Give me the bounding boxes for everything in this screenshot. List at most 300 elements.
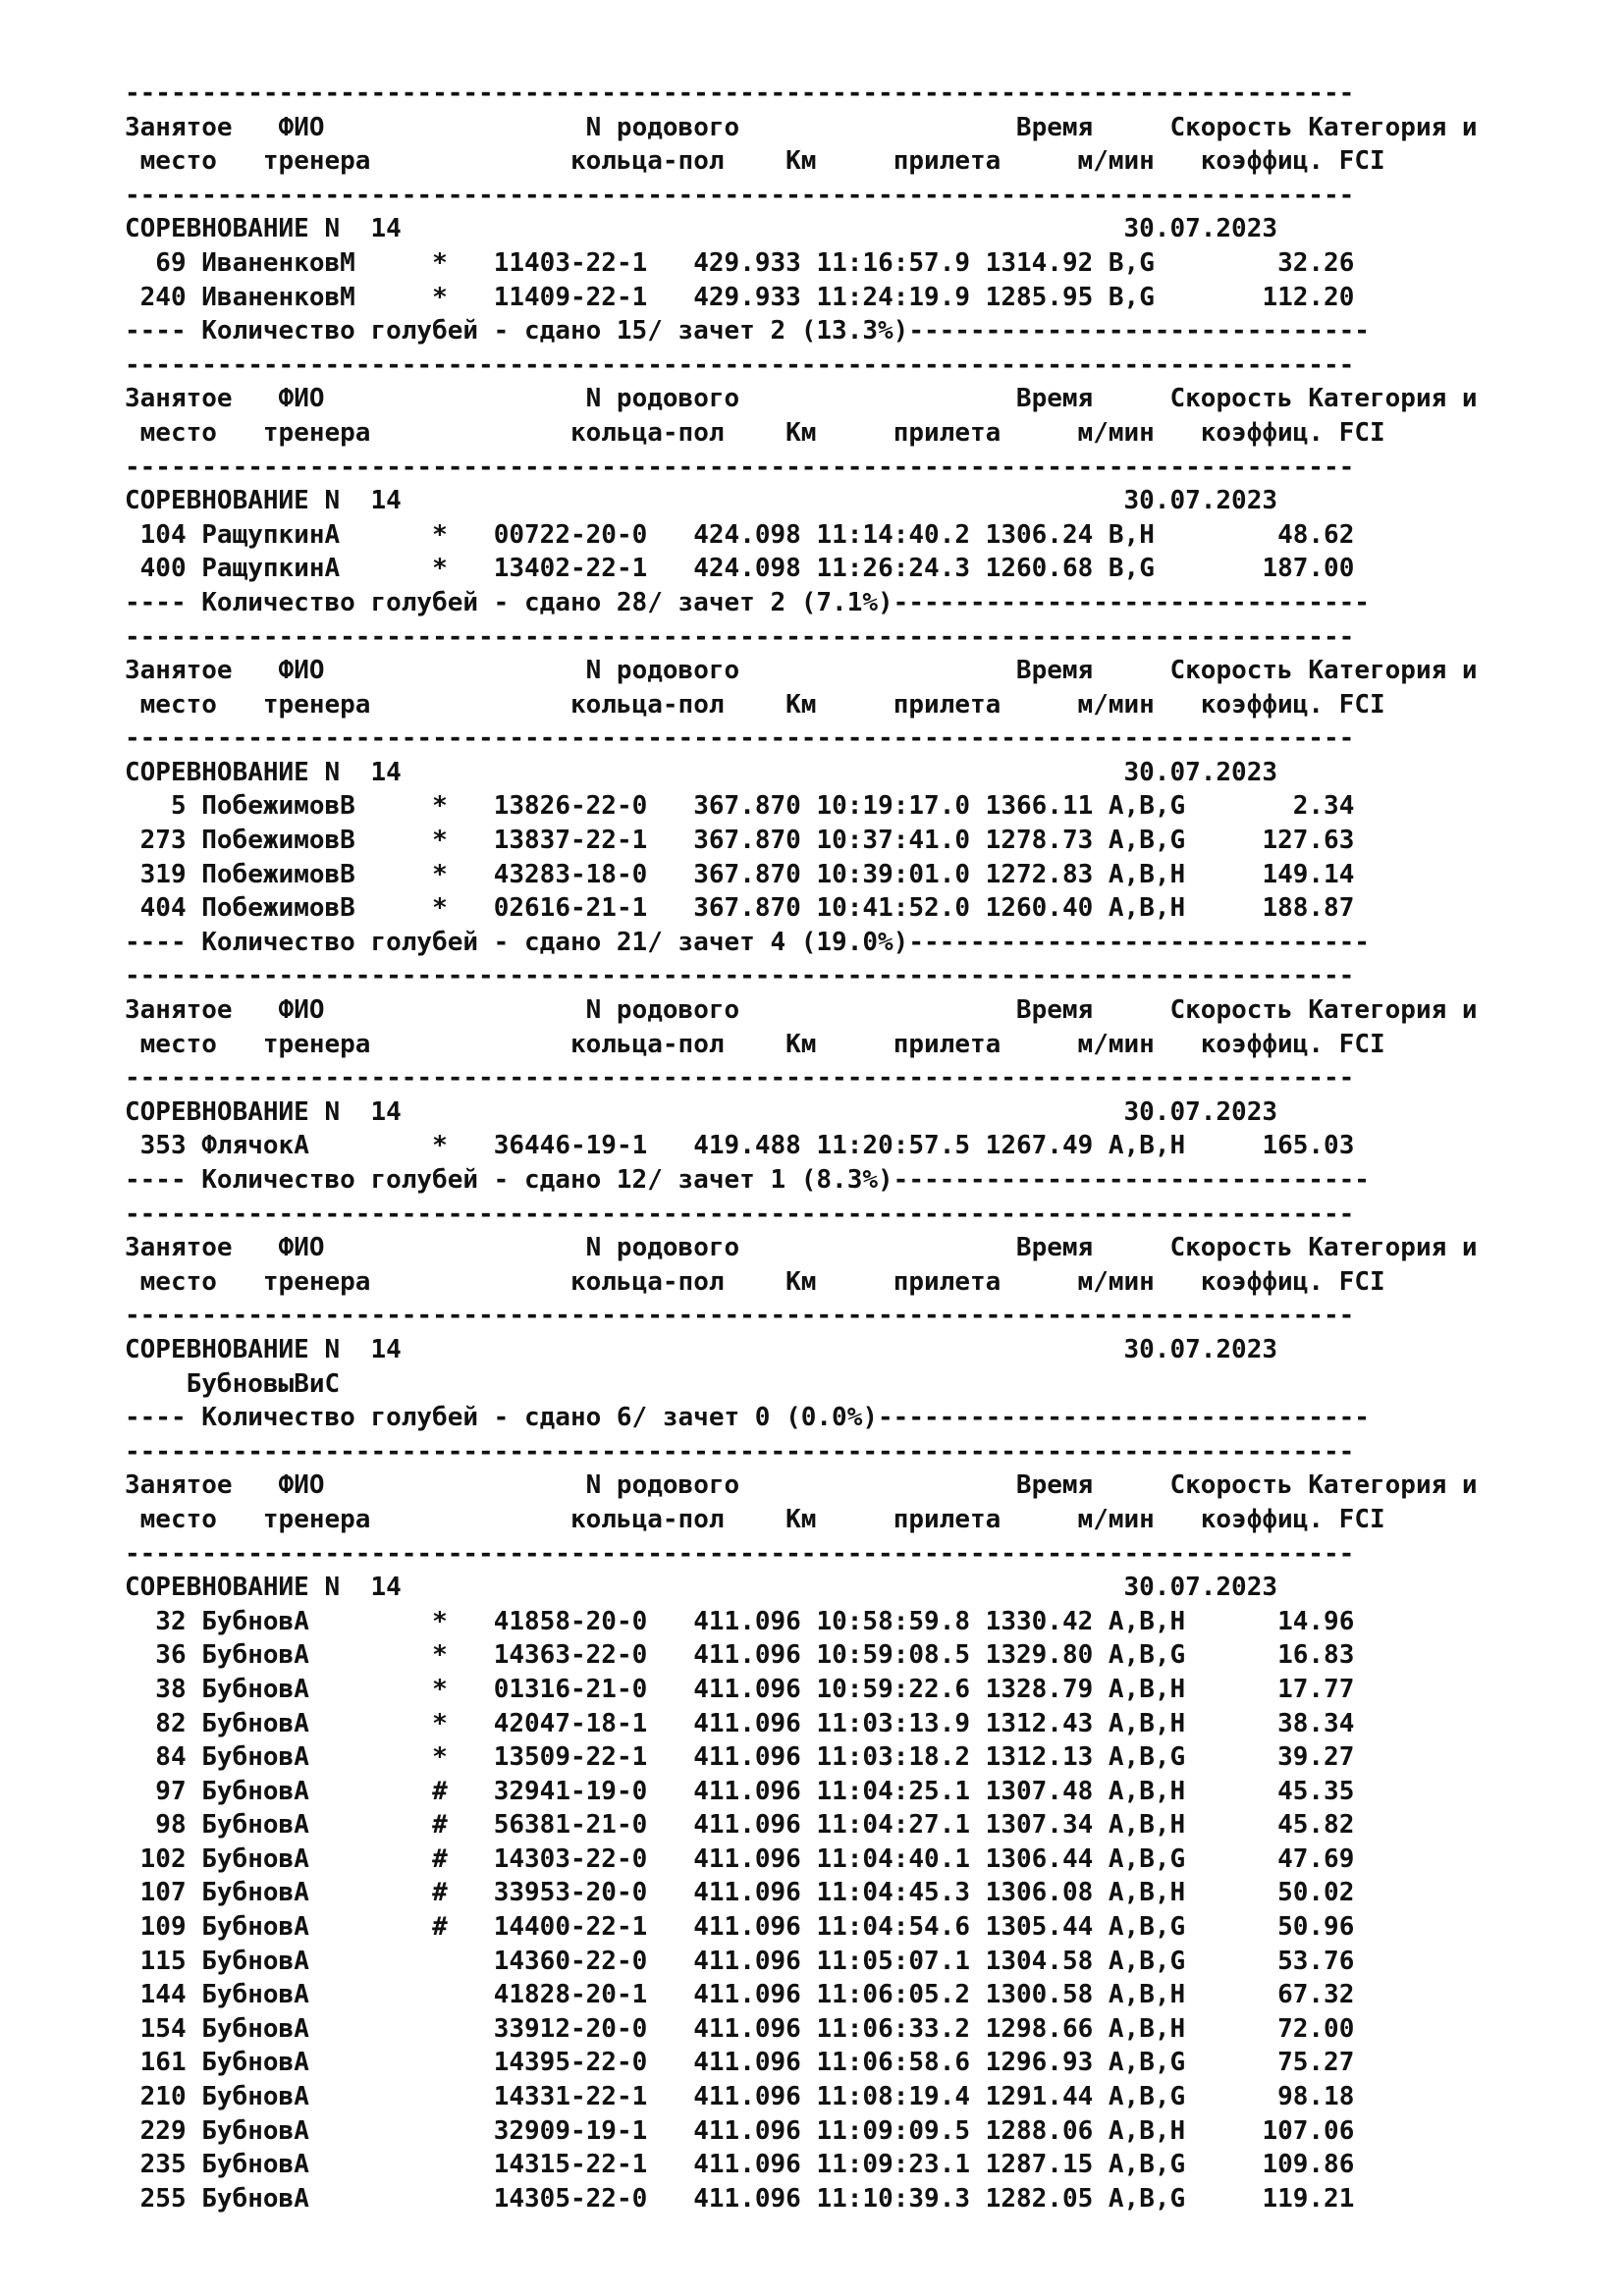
row-category: A,B,H <box>1108 1708 1201 1738</box>
row-coefficient: 14.96 <box>1200 1606 1355 1636</box>
row-arrival-time: 11:24:19.9 <box>816 282 971 312</box>
row-speed: 1305.44 <box>985 1912 1094 1943</box>
row-distance-km: 411.096 <box>693 2048 801 2078</box>
col-category-sublabel: коэффиц. FCI <box>1200 146 1385 177</box>
competition-number: 14 <box>370 1573 1124 1603</box>
col-name-sublabel: тренера <box>262 689 570 720</box>
row-fancier-name: ИваненковМ <box>201 282 417 312</box>
row-speed: 1285.95 <box>985 282 1094 312</box>
row-arrival-time: 11:16:57.9 <box>816 247 971 278</box>
row-ring-number: 14363-22-0 <box>493 1640 648 1671</box>
col-km-label: Км <box>785 1504 893 1534</box>
row-ring-number: 14360-22-0 <box>493 1946 648 1976</box>
row-place: 104 <box>125 519 187 550</box>
col-speed-label: Скорость <box>1169 384 1293 414</box>
row-mark <box>432 2082 448 2111</box>
col-ring-sublabel: кольца-пол <box>569 1266 786 1297</box>
row-distance-km: 429.933 <box>693 282 801 312</box>
col-category-label: Категория и <box>1308 656 1478 686</box>
row-distance-km: 411.096 <box>693 1776 801 1806</box>
column-header-line-1 <box>125 993 1568 1028</box>
row-fancier-name: БубновА <box>201 1980 417 2010</box>
row-speed: 1307.48 <box>985 1776 1094 1806</box>
row-place: 240 <box>125 282 187 312</box>
col-place-sublabel: место <box>139 1504 263 1534</box>
row-distance-km: 411.096 <box>693 2183 801 2214</box>
row-speed: 1278.73 <box>985 826 1094 856</box>
row-arrival-time: 11:04:25.1 <box>816 1776 971 1806</box>
row-coefficient: 67.32 <box>1200 1980 1355 2010</box>
result-row <box>125 858 1568 892</box>
col-speed-sublabel: м/мин <box>1077 1029 1186 1059</box>
col-ring-label: N родового <box>585 1233 893 1263</box>
row-place: 115 <box>125 1946 187 1976</box>
col-place-sublabel: место <box>139 1029 263 1059</box>
row-coefficient: 53.76 <box>1200 1946 1355 1976</box>
row-mark: * <box>432 859 448 889</box>
result-row <box>125 891 1568 926</box>
col-place-sublabel: место <box>139 689 263 720</box>
competition-date: 30.07.2023 <box>1123 214 1278 244</box>
result-row <box>125 2148 1568 2182</box>
row-coefficient: 188.87 <box>1200 893 1355 924</box>
row-place: 161 <box>125 2048 187 2078</box>
col-km-label: Км <box>785 146 893 177</box>
col-ring-label: N родового <box>585 1470 893 1501</box>
column-header-line-1 <box>125 1468 1568 1503</box>
result-row <box>125 1876 1568 1910</box>
row-fancier-name: БубновА <box>201 1946 417 1976</box>
column-header-line-1 <box>125 654 1568 688</box>
row-category: A,B,G <box>1108 1640 1201 1671</box>
col-speed-sublabel: м/мин <box>1077 689 1186 720</box>
column-header-line-2 <box>125 1028 1568 1062</box>
row-fancier-name: ФлячокА <box>201 1131 417 1161</box>
result-row <box>125 1945 1568 1979</box>
competition-label: СОРЕВНОВАНИЕ N <box>125 1573 341 1603</box>
row-mark: * <box>432 519 448 550</box>
row-distance-km: 411.096 <box>693 1878 801 1908</box>
result-row <box>125 1129 1568 1163</box>
separator-line: -------------------------------------------------------------------------------- <box>125 1436 1355 1467</box>
col-speed-label: Скорость <box>1169 1233 1293 1263</box>
col-time-label: Время <box>893 1470 1094 1501</box>
result-row <box>125 2080 1568 2114</box>
col-ring-label: N родового <box>585 112 893 142</box>
row-ring-number: 33953-20-0 <box>493 1878 648 1908</box>
row-category: A,B,G <box>1108 1843 1201 1874</box>
column-header-line-1 <box>125 111 1568 145</box>
col-time-sublabel: прилета <box>893 146 1062 177</box>
separator-line: -------------------------------------------------------------------------------- <box>125 961 1355 991</box>
row-arrival-time: 11:06:58.6 <box>816 2048 971 2078</box>
col-time-sublabel: прилета <box>893 689 1062 720</box>
row-place: 154 <box>125 2013 187 2044</box>
result-row <box>125 1740 1568 1775</box>
separator-line: -------------------------------------------------------------------------------- <box>125 1063 1355 1094</box>
row-distance-km: 411.096 <box>693 1946 801 1976</box>
separator-line: -------------------------------------------------------------------------------- <box>125 79 1355 108</box>
competition-line <box>125 1571 1568 1605</box>
col-ring-sublabel: кольца-пол <box>569 1029 786 1059</box>
row-ring-number: 32941-19-0 <box>493 1776 648 1806</box>
row-category: A,B,H <box>1108 1606 1201 1636</box>
row-speed: 1328.79 <box>985 1674 1094 1704</box>
col-name-label: ФИО <box>278 995 586 1026</box>
row-distance-km: 411.096 <box>693 2150 801 2180</box>
col-time-sublabel: прилета <box>893 417 1062 448</box>
row-fancier-name: ПобежимовВ <box>201 791 417 822</box>
separator-line: -------------------------------------------------------------------------------- <box>125 1538 1355 1569</box>
row-arrival-time: 11:05:07.1 <box>816 1946 971 1976</box>
row-speed: 1282.05 <box>985 2183 1094 2214</box>
row-category: B,G <box>1108 554 1201 584</box>
separator-line: -------------------------------------------------------------------------------- <box>125 1199 1355 1229</box>
col-place-label: Занятое <box>125 1470 248 1501</box>
col-speed-sublabel: м/мин <box>1077 146 1186 177</box>
row-fancier-name: БубновА <box>201 1843 417 1874</box>
result-row <box>125 1910 1568 1945</box>
col-time-label: Время <box>893 112 1094 142</box>
row-speed: 1260.68 <box>985 554 1094 584</box>
row-ring-number: 14331-22-1 <box>493 2082 648 2112</box>
competition-label: СОРЕВНОВАНИЕ N <box>125 757 341 787</box>
row-arrival-time: 11:04:45.3 <box>816 1878 971 1908</box>
row-ring-number: 43283-18-0 <box>493 859 648 889</box>
row-fancier-name: БубновА <box>201 1878 417 1908</box>
row-ring-number: 02616-21-1 <box>493 893 648 924</box>
row-speed: 1272.83 <box>985 859 1094 889</box>
row-fancier-name: БубновА <box>201 2115 417 2146</box>
report-page <box>125 77 1568 2216</box>
summary-text: ---- Количество голубей - сдано 28/ зачет 2 (7.1%)------------------------------- <box>125 587 1370 617</box>
row-mark: # <box>432 1843 448 1874</box>
row-ring-number: 56381-21-0 <box>493 1810 648 1841</box>
row-ring-number: 14400-22-1 <box>493 1912 648 1943</box>
row-distance-km: 411.096 <box>693 2082 801 2112</box>
competition-date: 30.07.2023 <box>1123 1334 1278 1364</box>
row-arrival-time: 11:04:40.1 <box>816 1843 971 1874</box>
col-time-label: Время <box>893 656 1094 686</box>
col-time-label: Время <box>893 384 1094 414</box>
row-place: 353 <box>125 1131 187 1161</box>
row-fancier-name: ПобежимовВ <box>201 826 417 856</box>
row-category: A,B,H <box>1108 2013 1201 2044</box>
column-header-line-2 <box>125 1265 1568 1300</box>
col-place-label: Занятое <box>125 656 248 686</box>
row-fancier-name: БубновА <box>201 2082 417 2112</box>
row-mark <box>432 2150 448 2179</box>
row-ring-number: 13826-22-0 <box>493 791 648 822</box>
row-place: 32 <box>125 1606 187 1636</box>
result-row <box>125 1673 1568 1707</box>
row-ring-number: 13402-22-1 <box>493 554 648 584</box>
row-arrival-time: 11:26:24.3 <box>816 554 971 584</box>
row-distance-km: 411.096 <box>693 2013 801 2044</box>
col-km-label: Км <box>785 1266 893 1297</box>
row-fancier-name: БубновА <box>201 2013 417 2044</box>
row-fancier-name: БубновА <box>201 2150 417 2180</box>
row-speed: 1288.06 <box>985 2115 1094 2146</box>
row-ring-number: 32909-19-1 <box>493 2115 648 2146</box>
row-mark <box>432 2048 448 2077</box>
col-speed-label: Скорость <box>1169 995 1293 1026</box>
col-speed-sublabel: м/мин <box>1077 1266 1186 1297</box>
result-row <box>125 1978 1568 2012</box>
row-coefficient: 45.35 <box>1200 1776 1355 1806</box>
competition-line <box>125 484 1568 518</box>
row-arrival-time: 11:14:40.2 <box>816 519 971 550</box>
result-row <box>125 824 1568 858</box>
row-distance-km: 367.870 <box>693 893 801 924</box>
row-category: A,B,H <box>1108 1674 1201 1704</box>
row-ring-number: 33912-20-0 <box>493 2013 648 2044</box>
row-mark <box>432 1947 448 1976</box>
summary-line <box>125 586 1568 620</box>
col-time-label: Время <box>893 1233 1094 1263</box>
result-row <box>125 2182 1568 2216</box>
row-speed: 1366.11 <box>985 791 1094 822</box>
row-coefficient: 75.27 <box>1200 2048 1355 2078</box>
row-place: 5 <box>125 791 187 822</box>
col-name-sublabel: тренера <box>262 417 570 448</box>
row-fancier-name: БубновА <box>201 1674 417 1704</box>
row-speed: 1291.44 <box>985 2082 1094 2112</box>
row-category: A,B,H <box>1108 1878 1201 1908</box>
row-category: A,B,G <box>1108 2183 1201 2214</box>
row-mark: * <box>432 893 448 924</box>
row-mark: # <box>432 1776 448 1806</box>
row-category: A,B,G <box>1108 2082 1201 2112</box>
col-place-sublabel: место <box>139 417 263 448</box>
row-speed: 1314.92 <box>985 247 1094 278</box>
competition-line <box>125 756 1568 790</box>
row-fancier-name: БубновА <box>201 1708 417 1738</box>
result-row <box>125 1775 1568 1809</box>
row-coefficient: 39.27 <box>1200 1742 1355 1773</box>
row-category: B,H <box>1108 519 1201 550</box>
col-name-label: ФИО <box>278 1470 586 1501</box>
row-arrival-time: 10:37:41.0 <box>816 826 971 856</box>
col-ring-sublabel: кольца-пол <box>569 417 786 448</box>
summary-line <box>125 926 1568 960</box>
row-fancier-name: ПобежимовВ <box>201 893 417 924</box>
col-category-sublabel: коэффиц. FCI <box>1200 1029 1385 1059</box>
row-speed: 1306.24 <box>985 519 1094 550</box>
row-coefficient: 149.14 <box>1200 859 1355 889</box>
row-arrival-time: 10:58:59.8 <box>816 1606 971 1636</box>
column-header-line-2 <box>125 1503 1568 1537</box>
col-category-label: Категория и <box>1308 1470 1478 1501</box>
row-distance-km: 411.096 <box>693 1912 801 1943</box>
col-ring-label: N родового <box>585 384 893 414</box>
row-category: A,B,G <box>1108 1912 1201 1943</box>
row-mark <box>432 2184 448 2214</box>
row-mark: # <box>432 1810 448 1841</box>
col-name-label: ФИО <box>278 384 586 414</box>
separator-line: -------------------------------------------------------------------------------- <box>125 723 1355 754</box>
row-fancier-name: ИваненковМ <box>201 247 417 278</box>
row-place: 97 <box>125 1776 187 1806</box>
col-km-label: Км <box>785 1029 893 1059</box>
row-speed: 1330.42 <box>985 1606 1094 1636</box>
row-coefficient: 32.26 <box>1200 247 1355 278</box>
row-speed: 1267.49 <box>985 1131 1094 1161</box>
row-mark: * <box>432 282 448 312</box>
row-arrival-time: 11:03:18.2 <box>816 1742 971 1773</box>
col-place-label: Занятое <box>125 384 248 414</box>
row-mark <box>432 1980 448 2009</box>
row-mark: * <box>432 826 448 856</box>
row-category: A,B,H <box>1108 859 1201 889</box>
competition-label: СОРЕВНОВАНИЕ N <box>125 214 341 244</box>
row-category: B,G <box>1108 247 1201 278</box>
row-coefficient: 2.34 <box>1200 791 1355 822</box>
row-category: A,B,H <box>1108 2115 1201 2146</box>
row-distance-km: 411.096 <box>693 1606 801 1636</box>
col-category-label: Категория и <box>1308 1233 1478 1263</box>
competition-date: 30.07.2023 <box>1123 1573 1278 1603</box>
row-place: 38 <box>125 1674 187 1704</box>
row-arrival-time: 11:08:19.4 <box>816 2082 971 2112</box>
summary-text: ---- Количество голубей - сдано 12/ зачет 1 (8.3%)------------------------------- <box>125 1165 1370 1195</box>
row-mark: * <box>432 247 448 278</box>
row-distance-km: 411.096 <box>693 2115 801 2146</box>
fancier-name-line <box>125 1367 1568 1402</box>
row-category: A,B,G <box>1108 1946 1201 1976</box>
row-arrival-time: 11:10:39.3 <box>816 2183 971 2214</box>
column-header-line-2 <box>125 144 1568 179</box>
row-arrival-time: 10:39:01.0 <box>816 859 971 889</box>
row-coefficient: 16.83 <box>1200 1640 1355 1671</box>
row-ring-number: 14305-22-0 <box>493 2183 648 2214</box>
row-ring-number: 11409-22-1 <box>493 282 648 312</box>
row-ring-number: 14303-22-0 <box>493 1843 648 1874</box>
col-speed-sublabel: м/мин <box>1077 417 1186 448</box>
row-fancier-name: ПобежимовВ <box>201 859 417 889</box>
col-category-label: Категория и <box>1308 995 1478 1026</box>
col-place-label: Занятое <box>125 112 248 142</box>
row-speed: 1306.08 <box>985 1878 1094 1908</box>
result-row <box>125 1638 1568 1673</box>
row-category: A,B,H <box>1108 1131 1201 1161</box>
col-category-sublabel: коэффиц. FCI <box>1200 1504 1385 1534</box>
row-ring-number: 13837-22-1 <box>493 826 648 856</box>
separator-line: -------------------------------------------------------------------------------- <box>125 349 1355 380</box>
row-mark: * <box>432 1131 448 1161</box>
result-row <box>125 281 1568 315</box>
row-category: A,B,H <box>1108 1980 1201 2010</box>
result-row <box>125 2046 1568 2080</box>
row-place: 109 <box>125 1912 187 1943</box>
row-arrival-time: 10:19:17.0 <box>816 791 971 822</box>
result-row <box>125 1842 1568 1877</box>
col-name-sublabel: тренера <box>262 146 570 177</box>
row-place: 210 <box>125 2082 187 2112</box>
col-place-label: Занятое <box>125 1233 248 1263</box>
row-fancier-name: БубновА <box>201 2183 417 2214</box>
row-distance-km: 367.870 <box>693 791 801 822</box>
row-fancier-name: БубновА <box>201 1742 417 1773</box>
row-place: 273 <box>125 826 187 856</box>
row-speed: 1298.66 <box>985 2013 1094 2044</box>
col-time-sublabel: прилета <box>893 1266 1062 1297</box>
row-arrival-time: 11:03:13.9 <box>816 1708 971 1738</box>
row-ring-number: 00722-20-0 <box>493 519 648 550</box>
row-place: 400 <box>125 554 187 584</box>
col-speed-label: Скорость <box>1169 1470 1293 1501</box>
competition-line <box>125 212 1568 246</box>
row-coefficient: 119.21 <box>1200 2183 1355 2214</box>
separator-line: -------------------------------------------------------------------------------- <box>125 452 1355 482</box>
row-arrival-time: 11:20:57.5 <box>816 1131 971 1161</box>
row-arrival-time: 11:09:09.5 <box>816 2115 971 2146</box>
row-fancier-name: БубновА <box>201 1776 417 1806</box>
row-place: 235 <box>125 2150 187 2180</box>
col-speed-label: Скорость <box>1169 656 1293 686</box>
column-header-line-1 <box>125 382 1568 416</box>
row-mark <box>432 2116 448 2146</box>
separator-line: -------------------------------------------------------------------------------- <box>125 180 1355 210</box>
row-ring-number: 42047-18-1 <box>493 1708 648 1738</box>
row-distance-km: 424.098 <box>693 554 801 584</box>
row-place: 107 <box>125 1878 187 1908</box>
row-coefficient: 109.86 <box>1200 2150 1355 2180</box>
row-fancier-name: БубновА <box>201 2048 417 2078</box>
row-mark: * <box>432 1708 448 1738</box>
row-distance-km: 411.096 <box>693 1742 801 1773</box>
row-distance-km: 411.096 <box>693 1708 801 1738</box>
col-time-sublabel: прилета <box>893 1504 1062 1534</box>
competition-number: 14 <box>370 214 1124 244</box>
row-place: 319 <box>125 859 187 889</box>
summary-line <box>125 1163 1568 1198</box>
row-coefficient: 187.00 <box>1200 554 1355 584</box>
col-speed-label: Скорость <box>1169 112 1293 142</box>
row-category: A,B,H <box>1108 1776 1201 1806</box>
col-time-sublabel: прилета <box>893 1029 1062 1059</box>
competition-date: 30.07.2023 <box>1123 486 1278 516</box>
fancier-name: БубновыВиС <box>186 1368 341 1399</box>
row-ring-number: 14315-22-1 <box>493 2150 648 2180</box>
competition-number: 14 <box>370 757 1124 787</box>
separator-line: -------------------------------------------------------------------------------- <box>125 621 1355 652</box>
col-time-label: Время <box>893 995 1094 1026</box>
row-arrival-time: 11:04:27.1 <box>816 1810 971 1841</box>
competition-label: СОРЕВНОВАНИЕ N <box>125 486 341 516</box>
row-place: 82 <box>125 1708 187 1738</box>
row-ring-number: 41828-20-1 <box>493 1980 648 2010</box>
summary-text: ---- Количество голубей - сдано 15/ зачет 2 (13.3%)------------------------------ <box>125 316 1370 347</box>
result-row <box>125 1808 1568 1842</box>
competition-number: 14 <box>370 1334 1124 1364</box>
row-speed: 1329.80 <box>985 1640 1094 1671</box>
col-name-sublabel: тренера <box>262 1266 570 1297</box>
row-mark: * <box>432 1606 448 1636</box>
row-coefficient: 98.18 <box>1200 2082 1355 2112</box>
col-ring-sublabel: кольца-пол <box>569 146 786 177</box>
row-speed: 1260.40 <box>985 893 1094 924</box>
row-fancier-name: РащупкинА <box>201 519 417 550</box>
col-name-sublabel: тренера <box>262 1504 570 1534</box>
row-arrival-time: 11:06:05.2 <box>816 1980 971 2010</box>
col-ring-sublabel: кольца-пол <box>569 1504 786 1534</box>
row-fancier-name: РащупкинА <box>201 554 417 584</box>
col-category-label: Категория и <box>1308 112 1478 142</box>
row-distance-km: 367.870 <box>693 826 801 856</box>
result-row <box>125 1605 1568 1639</box>
col-name-label: ФИО <box>278 112 586 142</box>
